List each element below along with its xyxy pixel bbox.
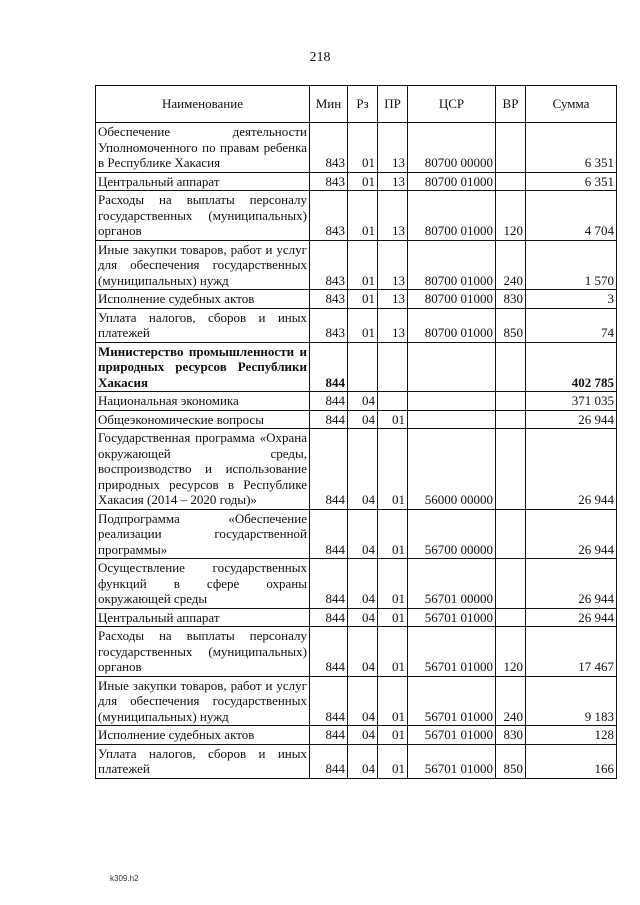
row-vr-cell: 850	[496, 744, 526, 778]
row-rz-cell: 04	[348, 627, 378, 677]
header-min: Мин	[310, 86, 348, 123]
row-vr-cell	[496, 410, 526, 429]
row-sum-cell: 26 944	[526, 509, 617, 559]
table-row	[96, 342, 617, 392]
row-rz-cell: 01	[348, 290, 378, 309]
row-min-cell: 843	[310, 191, 348, 241]
header-pr: ПР	[378, 86, 408, 123]
row-rz-cell: 04	[348, 676, 378, 726]
row-pr-cell: 13	[378, 172, 408, 191]
row-min-cell: 844	[310, 509, 348, 559]
row-vr-cell: 240	[496, 240, 526, 290]
row-vr-cell	[496, 392, 526, 411]
row-rz-cell: 01	[348, 308, 378, 342]
row-csr-cell: 56701 01000	[408, 608, 496, 627]
row-rz-cell: 04	[348, 608, 378, 627]
row-rz-cell: 04	[348, 726, 378, 745]
row-min-cell: 844	[310, 559, 348, 609]
row-vr-cell: 120	[496, 191, 526, 241]
row-csr-cell: 80700 01000	[408, 290, 496, 309]
row-rz-cell: 04	[348, 744, 378, 778]
row-min-cell: 844	[310, 627, 348, 677]
row-csr-cell: 56701 00000	[408, 559, 496, 609]
row-csr-cell: 80700 01000	[408, 172, 496, 191]
header-vr: ВР	[496, 86, 526, 123]
row-min-cell: 844	[310, 392, 348, 411]
row-sum-cell: 6 351	[526, 172, 617, 191]
row-min-cell: 844	[310, 429, 348, 510]
row-csr-cell	[408, 342, 496, 392]
row-pr-cell: 13	[378, 290, 408, 309]
row-pr-cell: 01	[378, 608, 408, 627]
row-pr-cell: 13	[378, 123, 408, 173]
row-csr-cell: 80700 01000	[408, 308, 496, 342]
row-csr-cell	[408, 392, 496, 411]
header-sum: Сумма	[526, 86, 617, 123]
row-csr-cell: 56701 01000	[408, 726, 496, 745]
header-name: Наименование	[96, 86, 310, 123]
page-number: 218	[309, 50, 331, 65]
row-pr-cell	[378, 342, 408, 392]
row-rz-cell: 04	[348, 509, 378, 559]
row-rz-cell	[348, 342, 378, 392]
table-row	[96, 308, 617, 342]
row-name-cell: Осуществление государственных функций в сфере охраны окружающей среды	[96, 559, 310, 609]
row-sum-cell: 4 704	[526, 191, 617, 241]
row-csr-cell: 56701 01000	[408, 676, 496, 726]
row-min-cell: 844	[310, 410, 348, 429]
row-sum-cell: 166	[526, 744, 617, 778]
row-name-cell: Обеспечение деятельности Уполномоченного по правам ребенка в Республике Хакасия	[96, 123, 310, 173]
row-pr-cell: 01	[378, 410, 408, 429]
row-min-cell: 844	[310, 342, 348, 392]
row-sum-cell: 128	[526, 726, 617, 745]
row-sum-cell: 17 467	[526, 627, 617, 677]
row-min-cell: 844	[310, 744, 348, 778]
table-row	[96, 559, 617, 609]
row-name-cell: Подпрограмма «Обеспечение реализации государственной программы»	[96, 509, 310, 559]
row-vr-cell	[496, 172, 526, 191]
table-row	[96, 608, 617, 627]
table-header-row	[96, 86, 617, 123]
row-rz-cell: 01	[348, 191, 378, 241]
row-name-cell: Национальная экономика	[96, 392, 310, 411]
row-pr-cell: 01	[378, 559, 408, 609]
row-rz-cell: 04	[348, 392, 378, 411]
row-sum-cell: 74	[526, 308, 617, 342]
row-name-cell: Иные закупки товаров, работ и услуг для обеспечения государственных (муниципальных) нужд	[96, 240, 310, 290]
row-pr-cell: 01	[378, 509, 408, 559]
row-csr-cell: 56700 00000	[408, 509, 496, 559]
row-vr-cell: 850	[496, 308, 526, 342]
table-body	[96, 123, 617, 779]
header-csr: ЦСР	[408, 86, 496, 123]
table-row	[96, 172, 617, 191]
row-vr-cell: 830	[496, 290, 526, 309]
table-row	[96, 676, 617, 726]
row-rz-cell: 04	[348, 429, 378, 510]
row-min-cell: 843	[310, 308, 348, 342]
row-sum-cell: 3	[526, 290, 617, 309]
row-pr-cell	[378, 392, 408, 411]
row-min-cell: 843	[310, 290, 348, 309]
row-sum-cell: 371 035	[526, 392, 617, 411]
row-sum-cell: 26 944	[526, 559, 617, 609]
row-csr-cell	[408, 410, 496, 429]
row-min-cell: 843	[310, 240, 348, 290]
row-vr-cell: 830	[496, 726, 526, 745]
row-name-cell: Уплата налогов, сборов и иных платежей	[96, 308, 310, 342]
row-name-cell: Государственная программа «Охрана окружающей среды, воспроизводство и использование природных ресурсов в Республике Хакасия (2014 – 2020 годы)»	[96, 429, 310, 510]
table-row	[96, 429, 617, 510]
table-row	[96, 509, 617, 559]
row-min-cell: 844	[310, 726, 348, 745]
row-vr-cell	[496, 509, 526, 559]
row-vr-cell	[496, 123, 526, 173]
row-csr-cell: 80700 01000	[408, 191, 496, 241]
table-row	[96, 191, 617, 241]
footer-code: k309.h2	[110, 874, 139, 883]
row-rz-cell: 01	[348, 172, 378, 191]
row-pr-cell: 01	[378, 744, 408, 778]
row-rz-cell: 04	[348, 559, 378, 609]
row-name-cell: Центральный аппарат	[96, 172, 310, 191]
row-sum-cell: 26 944	[526, 429, 617, 510]
row-csr-cell: 56701 01000	[408, 627, 496, 677]
row-name-cell: Иные закупки товаров, работ и услуг для обеспечения государственных (муниципальных) нужд	[96, 676, 310, 726]
row-name-cell: Исполнение судебных актов	[96, 726, 310, 745]
row-min-cell: 844	[310, 608, 348, 627]
row-rz-cell: 01	[348, 240, 378, 290]
row-name-cell: Уплата налогов, сборов и иных платежей	[96, 744, 310, 778]
row-vr-cell: 120	[496, 627, 526, 677]
table-row	[96, 744, 617, 778]
row-csr-cell: 56000 00000	[408, 429, 496, 510]
row-vr-cell: 240	[496, 676, 526, 726]
row-pr-cell: 01	[378, 627, 408, 677]
row-name-cell: Расходы на выплаты персоналу государственных (муниципальных) органов	[96, 627, 310, 677]
row-pr-cell: 01	[378, 726, 408, 745]
row-sum-cell: 1 570	[526, 240, 617, 290]
row-min-cell: 844	[310, 676, 348, 726]
table-row	[96, 123, 617, 173]
row-pr-cell: 01	[378, 429, 408, 510]
row-csr-cell: 80700 00000	[408, 123, 496, 173]
table-row	[96, 627, 617, 677]
row-vr-cell	[496, 342, 526, 392]
row-vr-cell	[496, 559, 526, 609]
row-name-cell: Исполнение судебных актов	[96, 290, 310, 309]
header-rz: Рз	[348, 86, 378, 123]
row-name-cell: Расходы на выплаты персоналу государственных (муниципальных) органов	[96, 191, 310, 241]
table-row	[96, 290, 617, 309]
row-pr-cell: 13	[378, 240, 408, 290]
row-name-cell: Министерство промышленности и природных ресурсов Республики Хакасия	[96, 342, 310, 392]
row-pr-cell: 13	[378, 308, 408, 342]
table-row	[96, 240, 617, 290]
row-pr-cell: 13	[378, 191, 408, 241]
row-csr-cell: 56701 01000	[408, 744, 496, 778]
row-pr-cell: 01	[378, 676, 408, 726]
budget-table	[95, 85, 617, 779]
row-sum-cell: 402 785	[526, 342, 617, 392]
row-min-cell: 843	[310, 123, 348, 173]
row-vr-cell	[496, 608, 526, 627]
row-rz-cell: 01	[348, 123, 378, 173]
row-sum-cell: 6 351	[526, 123, 617, 173]
row-name-cell: Центральный аппарат	[96, 608, 310, 627]
table-row	[96, 726, 617, 745]
row-sum-cell: 9 183	[526, 676, 617, 726]
row-rz-cell: 04	[348, 410, 378, 429]
row-name-cell: Общеэкономические вопросы	[96, 410, 310, 429]
row-min-cell: 843	[310, 172, 348, 191]
table-row	[96, 392, 617, 411]
table-row	[96, 410, 617, 429]
row-vr-cell	[496, 429, 526, 510]
row-sum-cell: 26 944	[526, 410, 617, 429]
row-csr-cell: 80700 01000	[408, 240, 496, 290]
row-sum-cell: 26 944	[526, 608, 617, 627]
